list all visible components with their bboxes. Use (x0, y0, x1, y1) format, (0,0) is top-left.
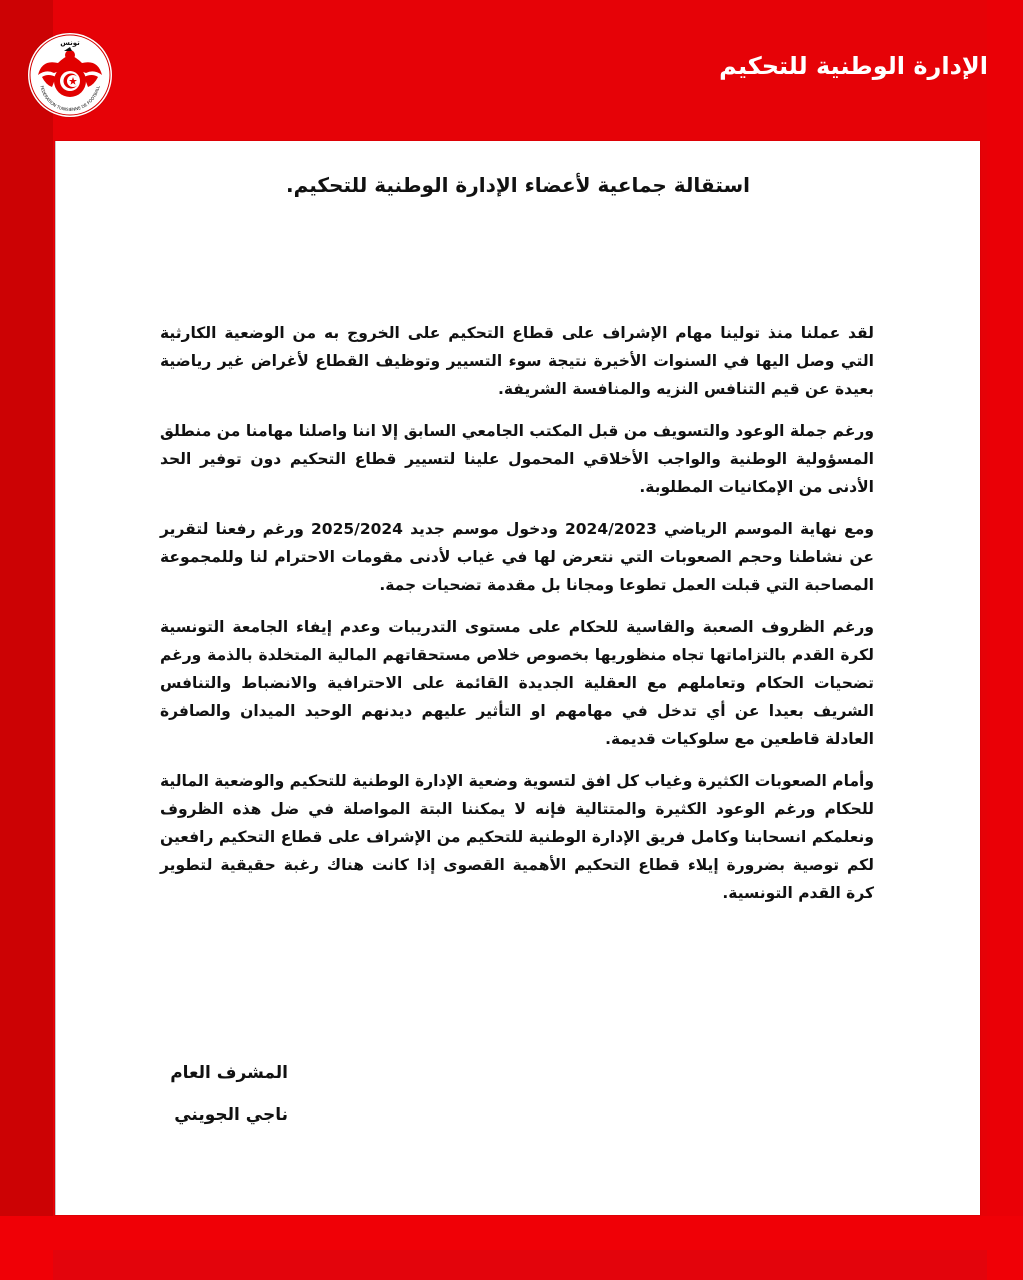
bottom-red-band (0, 1216, 1023, 1280)
signature-block (56, 1063, 288, 1147)
signatory-name: ناجي الجويني (174, 1105, 288, 1125)
paragraph-3: ومع نهاية الموسم الرياضي 2024/2023 ودخول موسم جديد 2025/2024 ورغم رفعنا لتقرير عن نشاطنا وحجم الصعوبات التي نتعرض لها في غياب لأدنى مقومات الاحترام لنا وللمجموعة المصاحبة التي قبلت العمل تطوعا ومجانا بل مقدمة تضحيات جمة. (160, 520, 874, 594)
paragraph-2: ورغم جملة الوعود والتسويف من قبل المكتب الجامعي السابق إلا اننا واصلنا مهامنا من منطلق المسؤولية الوطنية والواجب الأخلاقي المحمول علينا لتسيير قطاع التحكيم دون توفير الحد الأدنى من الإمكانيات المطلوبة. (160, 422, 874, 496)
document-title: استقالة جماعية لأعضاء الإدارة الوطنية للتحكيم. (285, 173, 751, 197)
letter-paper (55, 141, 980, 1215)
federation-emblem-icon (28, 33, 112, 117)
left-dark-stripe (0, 0, 53, 1280)
paragraph-5: وأمام الصعوبات الكثيرة وغياب كل افق لتسوية وضعية الإدارة الوطنية للتحكيم والوضعية المالية للحكام ورغم الوعود الكثيرة والمتتالية فإنه لا يمكننا البتة المواصلة في ضل هذه الظروف ونعلمكم انسحابنا وكامل فريق الإدارة الوطنية للتحكيم من الإشراف على قطاع التحكيم رافعين لكم توصية بضرورة إيلاء قطاع التحكيم الأهمية القصوى إذا كانت هناك رغبة حقيقية لتطوير كرة القدم التونسية. (159, 772, 874, 902)
letter-body (160, 319, 874, 921)
svg-text:FEDERATION TUNISIENNE DE FOOTB: FEDERATION TUNISIENNE DE FOOTBALL (39, 85, 101, 113)
paragraph-4: ورغم الظروف الصعبة والقاسية للحكام على مستوى التدريبات وعدم إيفاء الجامعة التونسية لكرة القدم بالتزاماتها تجاه منظوريها بخصوص خلاص مستحقاتهم المالية المتخلدة بالذمة ورغم تضحيات الحكام وتعاملهم مع العقلية الجديدة القائمة على الاحترافية والانضباط والتنافس الشريف بعيدا عن أي تدخل في مهامهم او التأثير عليهم ديدنهم الوحيد الميدان والصافرة العادلة قاطعين مع سلوكيات قديمة. (160, 618, 874, 748)
header-title: الإدارة الوطنية للتحكيم (719, 52, 988, 80)
svg-text:تونس: تونس (60, 39, 80, 47)
bottom-red-band-inner (53, 1250, 987, 1280)
federation-logo-icon (28, 33, 112, 117)
signatory-role: المشرف العام (170, 1063, 288, 1083)
paragraph-1: لقد عملنا منذ تولينا مهام الإشراف على قطاع التحكيم على الخروج به من الوضعية الكارثية التي وصل اليها في السنوات الأخيرة نتيجة سوء التسيير وتوظيف القطاع لأغراض غير رياضية بعيدة عن قيم التنافس النزيه والمنافسة الشريفة. (160, 324, 874, 398)
right-stripe (987, 0, 1023, 1280)
